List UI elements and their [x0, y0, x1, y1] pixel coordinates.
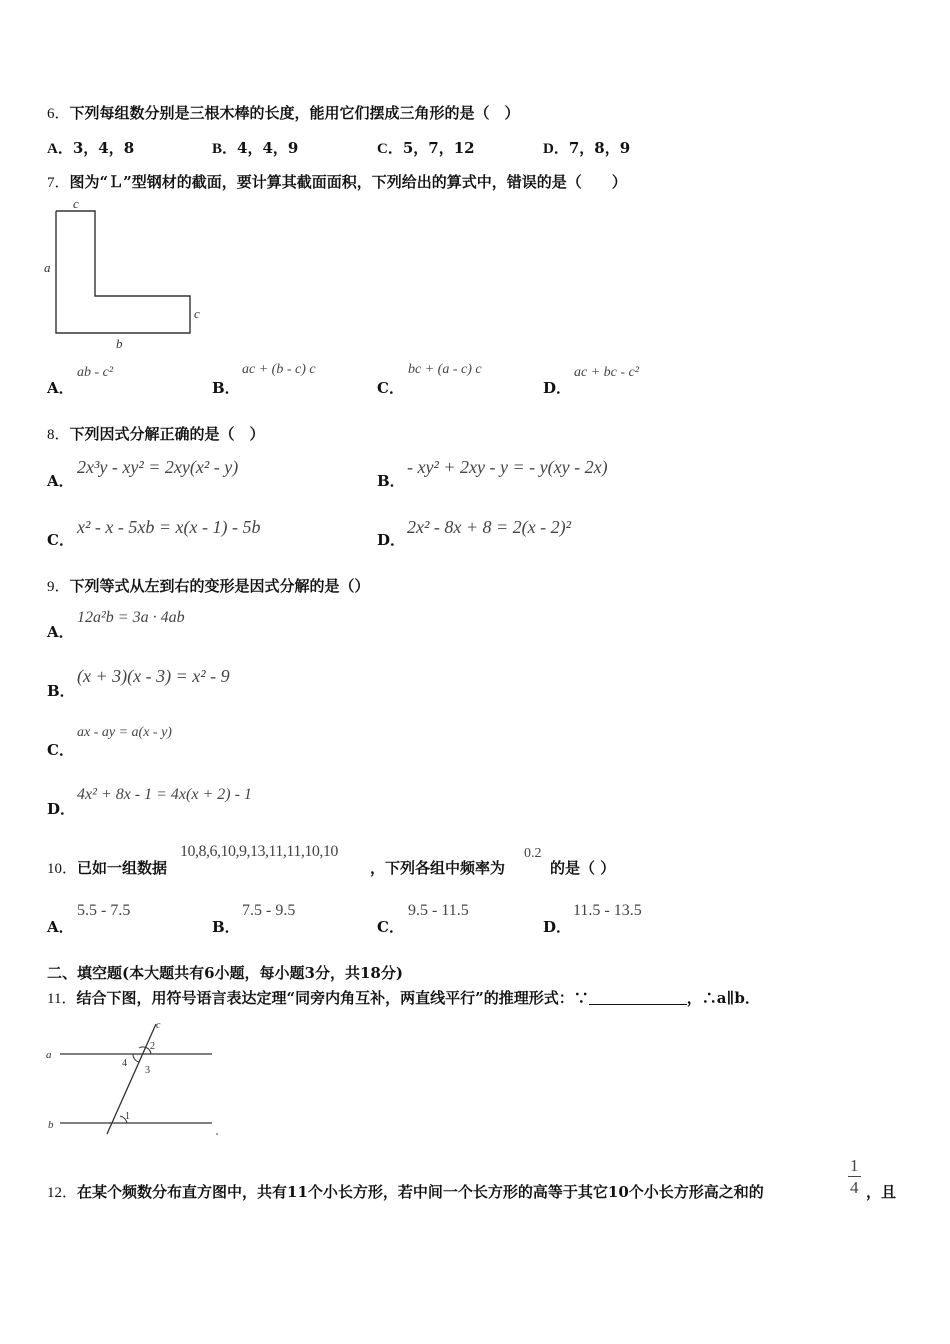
q10-data: 10,8,6,10,9,13,11,11,10,10: [180, 843, 338, 860]
q8-option-d-expr: 2x² - 8x + 8 = 2(x - 2)²: [407, 517, 572, 537]
q11-text-a: 结合下图，用符号语言表达定理“同旁内角互补，两直线平行”的推理形式：∵: [76, 989, 589, 1007]
q10-option-c-label: C．: [377, 918, 404, 936]
line-c-label: c: [156, 1020, 161, 1031]
q10-text-c: 的是（ ）: [550, 859, 616, 877]
angle-4-label: 4: [122, 1058, 127, 1069]
q9-option-b-label: B．: [47, 682, 75, 700]
q6-option-d: D．7，8，9: [543, 139, 631, 157]
q7-option-b-expr: ac + (b - c) c: [242, 362, 316, 377]
q12-frac-den: 4: [850, 1178, 859, 1197]
q12-frac-num: 1: [850, 1156, 859, 1175]
q10-option-d-label: D．: [543, 918, 572, 936]
q11-answer-blank[interactable]: [589, 990, 687, 1005]
q10-option-b-expr: 7.5 - 9.5: [242, 902, 296, 919]
q9-text: 下列等式从左到右的变形是因式分解的是（）: [69, 577, 370, 595]
q7-option-a-label: A．: [47, 379, 74, 397]
q7-number: 7．: [47, 175, 70, 191]
q8-option-a-label: A．: [47, 472, 74, 490]
section-heading: 二、填空题(本大题共有6小题，每小题3分，共18分): [47, 964, 403, 982]
q6-option-a: A．3，4，8: [47, 139, 135, 157]
q11-text-b: ，∴a∥b．: [686, 989, 760, 1007]
figure-label-left: a: [44, 260, 51, 275]
q9-option-b-expr: (x + 3)(x - 3) = x² - 9: [77, 666, 230, 686]
q8-text: 下列因式分解正确的是（ ）: [69, 425, 265, 443]
q7-option-a-expr: ab - c²: [77, 365, 114, 380]
q8-option-c-label: C．: [47, 531, 74, 549]
angle-3-label: 3: [145, 1065, 150, 1076]
q10-stem-a: [47, 857, 167, 878]
q8-option-d-label: D．: [377, 531, 406, 549]
q8-option-b-label: B．: [377, 472, 405, 490]
q6-stem: [47, 102, 520, 123]
l-shape-figure: [40, 196, 220, 356]
q6-option-c: C．5，7，12: [377, 139, 475, 157]
line-a-label: a: [46, 1049, 52, 1061]
q6-option-b: B．4，4，9: [212, 139, 299, 157]
figure-label-top: c: [73, 196, 79, 211]
angle-2-label: 2: [150, 1041, 155, 1052]
parallel-lines-figure: [40, 1016, 230, 1141]
q12-text-b: ，且: [866, 1183, 897, 1201]
q11-stem: [47, 987, 760, 1008]
q9-option-d-expr: 4x² + 8x - 1 = 4x(x + 2) - 1: [77, 786, 252, 803]
q10-text-b: ，下列各组中频率为: [370, 859, 506, 877]
q11-number: 11．: [47, 991, 77, 1007]
q9-option-d-label: D．: [47, 800, 76, 818]
q8-option-b-expr: - xy² + 2xy - y = - y(xy - 2x): [407, 457, 608, 477]
angle-1-label: 1: [125, 1111, 130, 1122]
q9-option-a-expr: 12a²b = 3a · 4ab: [77, 609, 185, 626]
q8-option-a-expr: 2x³y - xy² = 2xy(x² - y): [77, 457, 239, 477]
q9-option-c-expr: ax - ay = a(x - y): [77, 725, 172, 740]
q10-text-a: 已如一组数据: [77, 859, 168, 877]
q7-option-c-expr: bc + (a - c) c: [408, 362, 482, 377]
q12-fraction: [848, 1156, 861, 1196]
q7-text: 图为“Ｌ”型钢材的截面，要计算其截面面积，下列给出的算式中，错误的是（ ）: [69, 173, 627, 191]
q10-option-d-expr: 11.5 - 13.5: [573, 902, 642, 919]
q12-stem-a: [47, 1181, 764, 1202]
q9-option-a-label: A．: [47, 623, 74, 641]
q10-number: 10．: [47, 861, 78, 877]
q7-option-b-label: B．: [212, 379, 240, 397]
q10-option-c-expr: 9.5 - 11.5: [408, 902, 469, 919]
line-b-label: b: [48, 1119, 54, 1131]
q9-option-c-label: C．: [47, 741, 74, 759]
q8-option-c-expr: x² - x - 5xb = x(x - 1) - 5b: [77, 517, 261, 537]
q9-number: 9．: [47, 579, 70, 595]
q6-number: 6．: [47, 106, 70, 122]
q12-text-a: 在某个频数分布直方图中，共有11个小长方形，若中间一个长方形的高等于其它10个小长方形高之和的: [77, 1183, 764, 1201]
q10-option-b-label: B．: [212, 918, 240, 936]
q7-stem: [47, 171, 627, 192]
q6-text: 下列每组数分别是三根木棒的长度，能用它们摆成三角形的是（ ）: [69, 104, 520, 122]
q12-number: 12．: [47, 1185, 78, 1201]
q7-option-c-label: C．: [377, 379, 404, 397]
q10-option-a-label: A．: [47, 918, 74, 936]
q7-option-d-expr: ac + bc - c²: [574, 365, 639, 380]
figure-label-right: c: [194, 306, 200, 321]
figure-label-bottom: b: [116, 336, 123, 351]
q10-option-a-expr: 5.5 - 7.5: [77, 902, 131, 919]
q8-stem: [47, 423, 265, 444]
q10-freq: 0.2: [524, 846, 542, 861]
q9-stem: [47, 575, 370, 596]
q8-number: 8．: [47, 427, 70, 443]
q7-option-d-label: D．: [543, 379, 572, 397]
